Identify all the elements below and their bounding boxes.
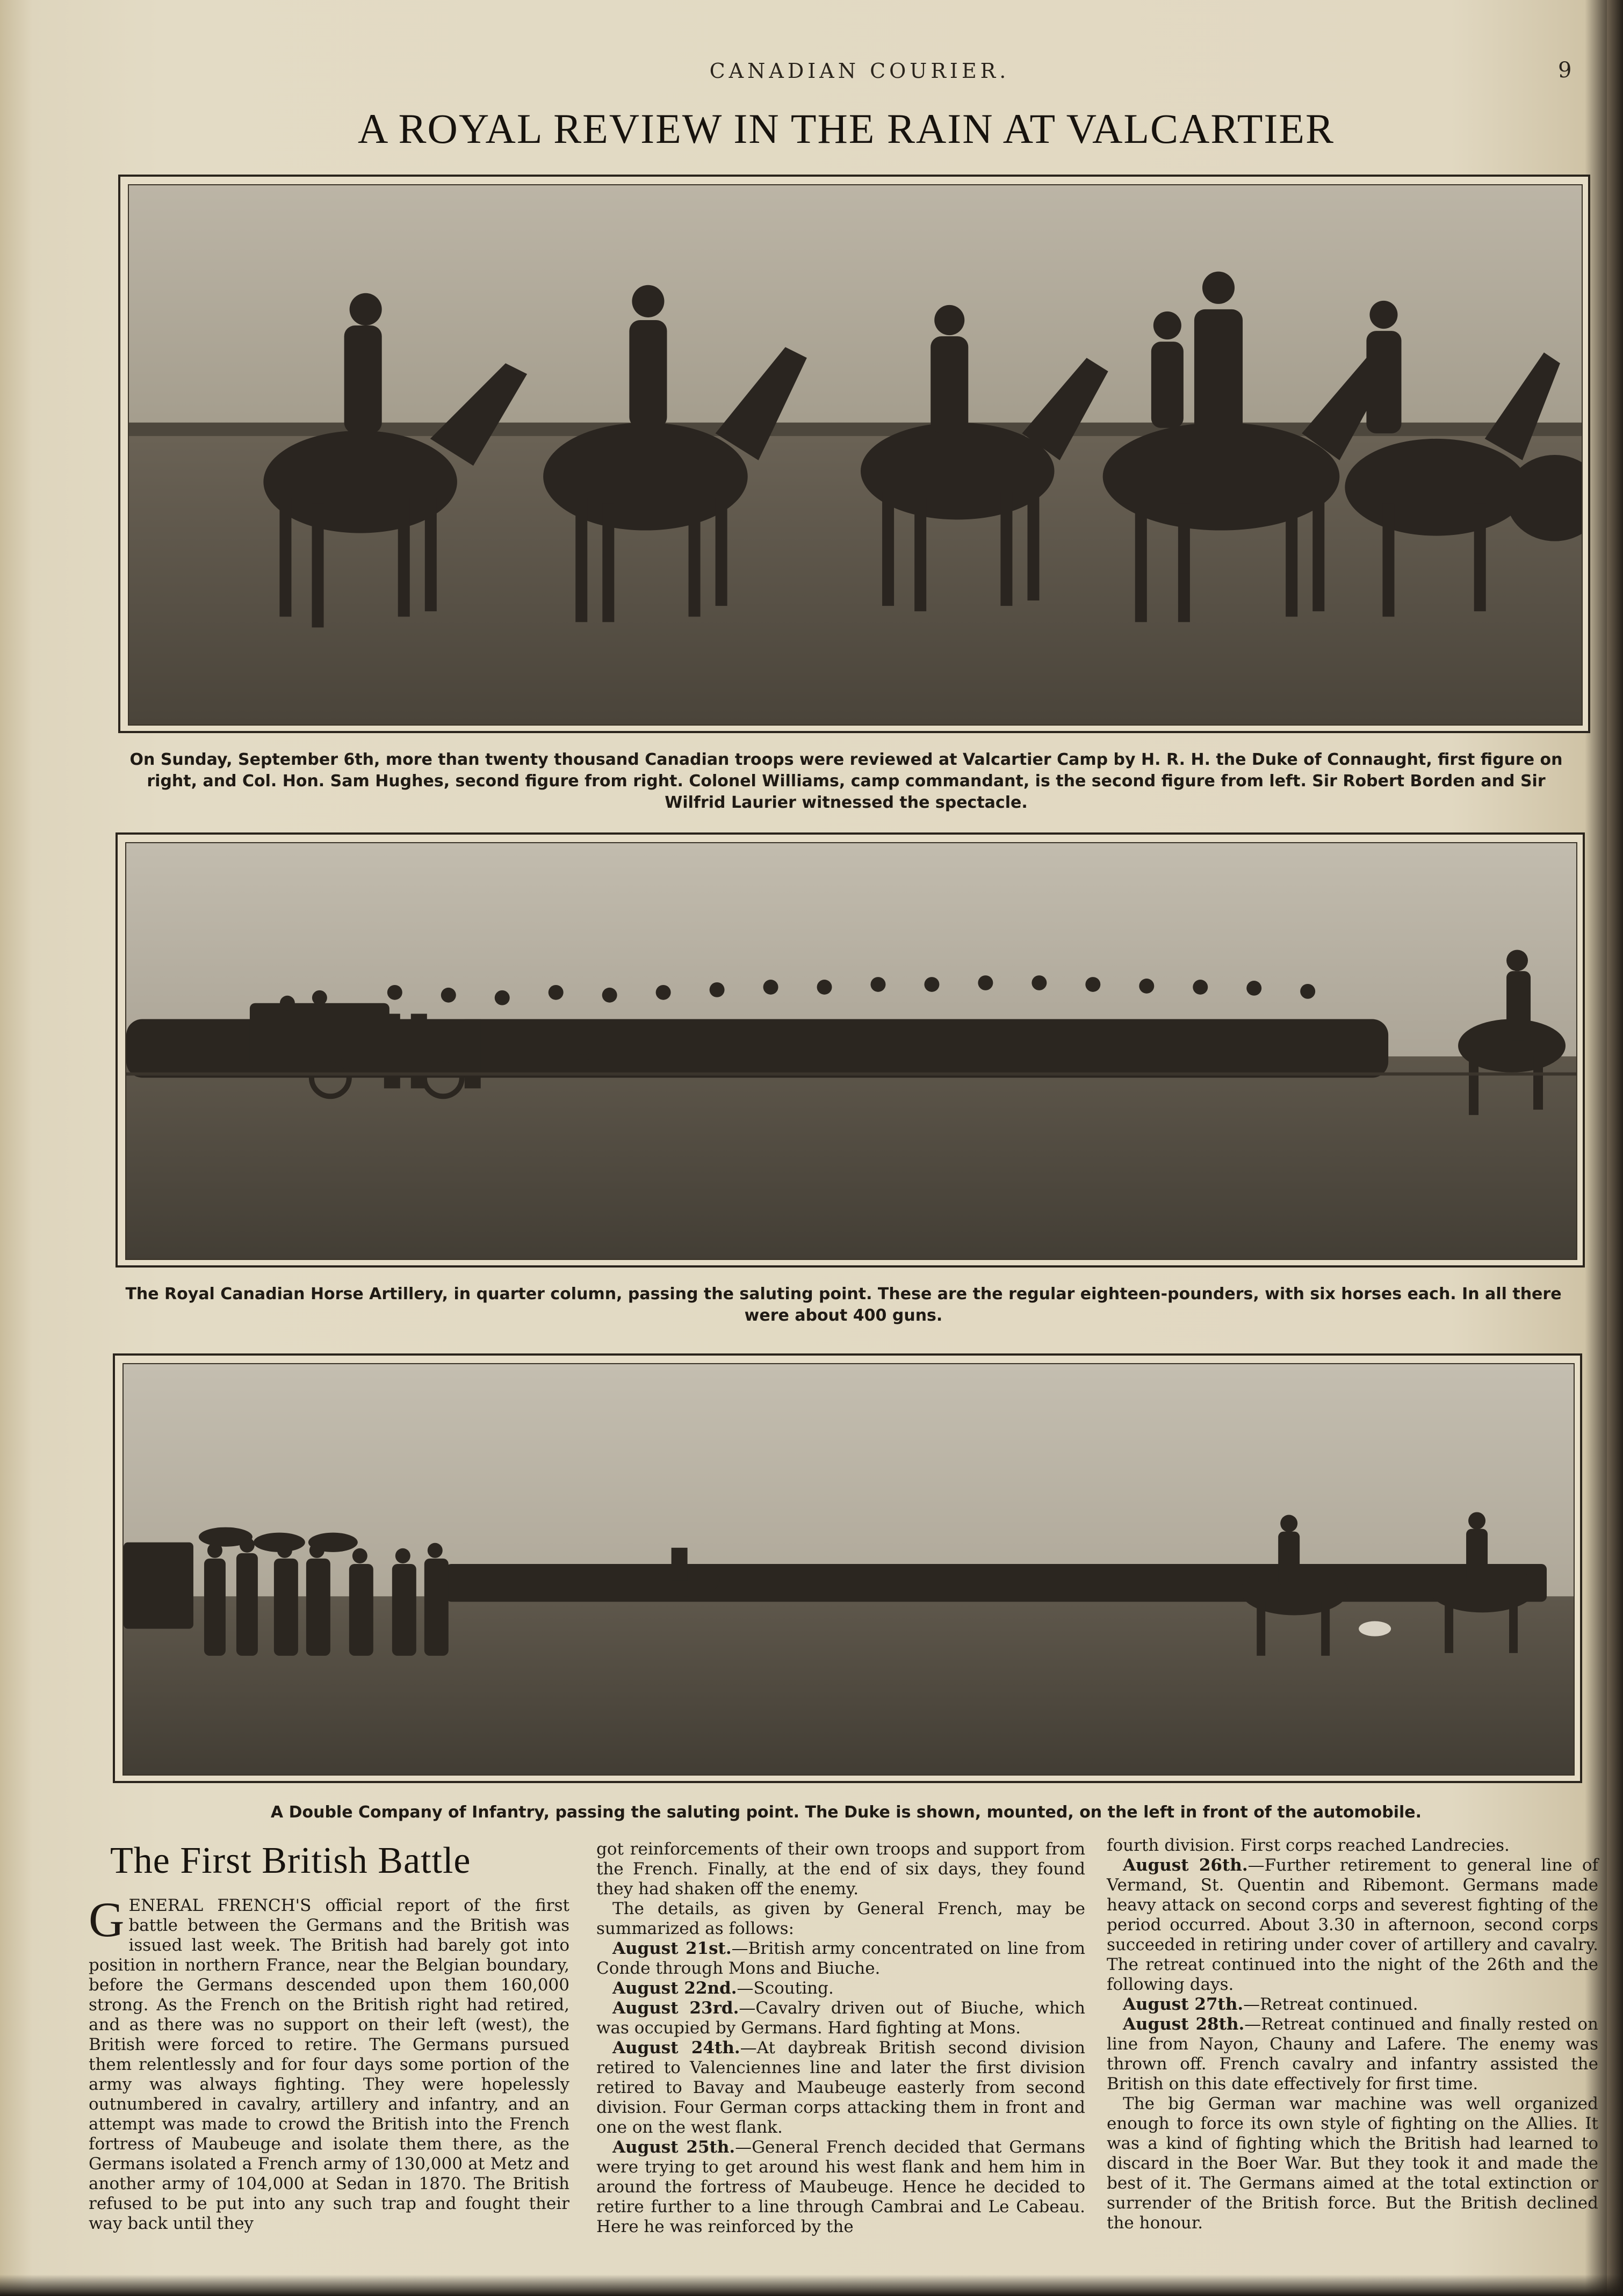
dispatch-entry — [596, 2138, 1085, 2237]
article-column-2 — [596, 1839, 1085, 2237]
dispatch-entry — [596, 1998, 1085, 2038]
entry-date: August 26th. — [1123, 1856, 1248, 1875]
page-gutter-shadow — [1607, 0, 1623, 2296]
page-bottom-edge — [0, 2275, 1623, 2296]
page-headline: A ROYAL REVIEW IN THE RAIN AT VALCARTIER — [357, 105, 1335, 152]
photo-horsemen-image — [129, 185, 1582, 725]
running-head: CANADIAN COURIER. — [709, 59, 1010, 83]
photo-1-caption: On Sunday, September 6th, more than twenty thousand Canadian troops were reviewed at Valcartier Camp by H. R. H. the Duke of Connaught, first figure on right, and Col. Hon. Sam Hughes, second figure from right. Colonel Williams, camp commandant, is the second figure from left. Sir Robert Borden and Sir Wilfrid Laurier witnessed the spectacle. — [129, 750, 1563, 812]
photo-artillery-image — [126, 843, 1576, 1259]
photo-horse-artillery — [116, 832, 1585, 1267]
entry-text: —Further retirement to general line of Vermand, St. Quentin and Ribemont. Germans made heavy attack on second corps and severest fighting of the period occurred. About 3.30 in afternoon, second corps succeeded in retiring under cover of artillery and cavalry. The retreat continued into the night of the 26th and the following days. — [1107, 1856, 1598, 1994]
article-column-3 — [1107, 1836, 1598, 2233]
article-title: The First British Battle — [110, 1840, 471, 1881]
photo-infantry — [113, 1353, 1582, 1783]
dispatch-entry — [1107, 1995, 1598, 2015]
entry-text: —Retreat continued and finally rested on line from Nayon, Chauny and Lafere. The enemy was thrown off. French cavalry and infantry assisted the British on this date effectively for first time. — [1107, 2015, 1598, 2094]
photo-3-caption: A Double Company of Infantry, passing the saluting point. The Duke is shown, mounted, on the left in front of the automobile. — [270, 1803, 1422, 1822]
article-paragraph: fourth division. First corps reached Landrecies. — [1107, 1836, 1510, 1855]
page-number: 9 — [1558, 58, 1572, 83]
entry-date: August 27th. — [1123, 1995, 1244, 2014]
entry-date: August 21st. — [612, 1939, 732, 1958]
entry-date: August 23rd. — [612, 1998, 739, 2018]
entry-date: August 24th. — [612, 2038, 740, 2058]
entry-text: —British army concentrated on line from Conde through Mons and Biuche. — [596, 1939, 1085, 1978]
drop-cap: G — [89, 1892, 125, 1947]
entry-date: August 25th. — [612, 2138, 735, 2157]
dispatch-entry — [1107, 1856, 1598, 1995]
article-paragraph: got reinforcements of their own troops and support from the French. Finally, at the end of six days, they found they had shaken off the enemy. — [596, 1839, 1085, 1899]
photo-infantry-image — [124, 1364, 1574, 1774]
photo-review-horsemen — [118, 175, 1590, 733]
article-paragraph: The big German war machine was well organized enough to force its own style of fighting on the Allies. It was a kind of fighting which the British had learned to discard in the Boer War. But they took it and made the best of it. The Germans aimed at the total extinction or surrender of the British force. But the British declined the honour. — [1107, 2094, 1598, 2233]
entry-text: —Retreat continued. — [1243, 1995, 1418, 2014]
dispatch-entry — [1107, 2015, 1598, 2094]
entry-text: —Scouting. — [737, 1979, 834, 1998]
entry-text: —Cavalry driven out of Biuche, which was occupied by Germans. Hard fighting at Mons. — [596, 1998, 1085, 2038]
photo-2-caption: The Royal Canadian Horse Artillery, in quarter column, passing the saluting point. These are the regular eighteen-pounders, with six horses each. In all there were about 400 guns. — [125, 1285, 1562, 1325]
entry-date: August 28th. — [1123, 2015, 1245, 2034]
entry-text: —At daybreak British second division retired to Valenciennes line and later the first division retired to Bavay and Maubeuge easterly from second division. Four German corps attacking them in front and one on the west flank. — [596, 2038, 1085, 2137]
entry-text: —General French decided that Germans were trying to get around his west flank and hem him in around the fortress of Maubeuge. Hence he decided to retire further to a line through Cambrai and Le Cabeau. Here he was reinforced by the — [596, 2138, 1085, 2236]
article-paragraph: The details, as given by General French, may be summarized as follows: — [596, 1899, 1085, 1938]
dispatch-entry — [596, 1939, 1085, 1979]
article-column-1 — [89, 1892, 569, 2234]
dispatch-entry — [596, 2038, 1085, 2138]
paragraph-text: ENERAL FRENCH'S official report of the first battle between the Germans and the British was issued last week. The British had barely got into position in northern France, near the Belgian boundary, before the Germans descended upon them 160,000 strong. As the French on the British right had retired, and as there was no support on their left (west), the British were forced to retire. The Germans pursued them relentlessly and for four days some portion of the army was always fighting. They were hopelessly outnumbered in cavalry, artillery and infantry, and an attempt was made to crowd the British into the French fortress of Maubeuge and isolate them there, as the Germans isolated a French army of 130,000 at Metz and another army of 104,000 at Sedan in 1870. The British refused to be put into any such trap and fought their way back until they — [89, 1896, 569, 2233]
entry-date: August 22nd. — [612, 1979, 737, 1998]
dispatch-entry — [596, 1979, 1085, 1998]
article-paragraph — [89, 1892, 569, 2234]
